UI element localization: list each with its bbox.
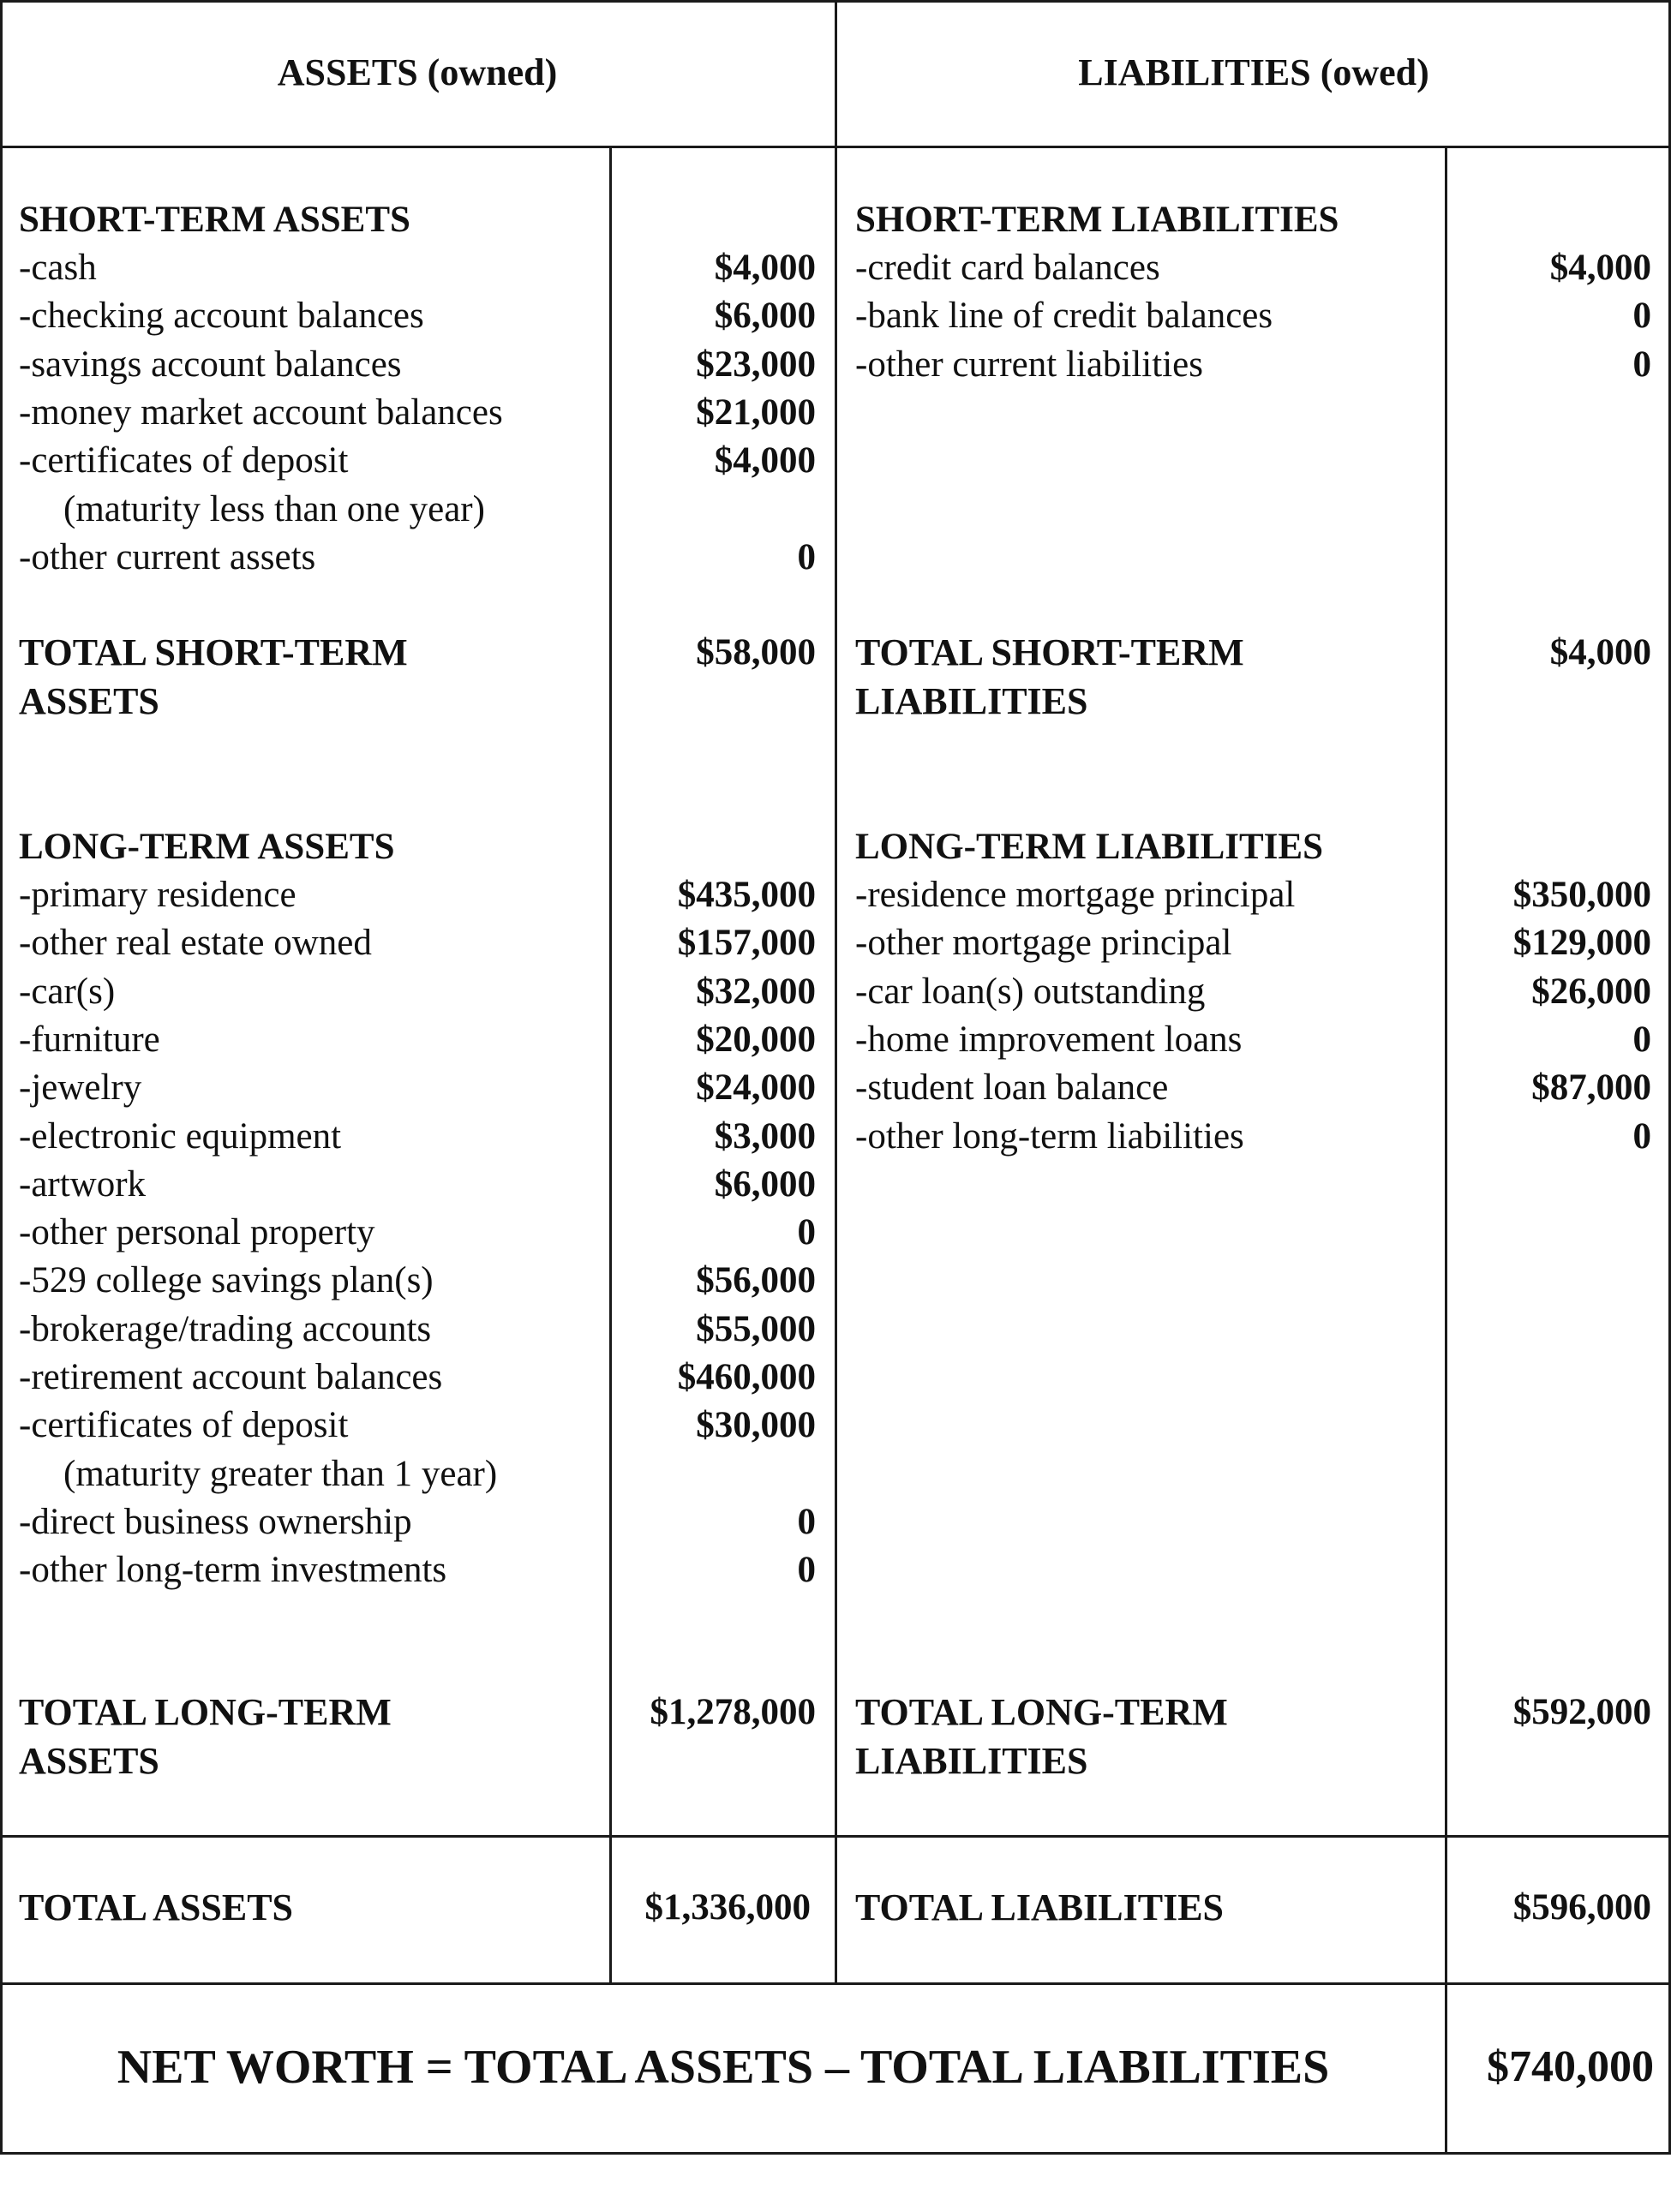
total-long-term-assets-value: $1,278,000 (650, 1692, 816, 1732)
long-term-liability-item-value: $350,000 (1512, 875, 1651, 915)
total-short-term-assets-value: $58,000 (696, 632, 816, 673)
short-term-asset-item-label: -cash (19, 248, 97, 288)
total-long-term-liabilities-label: TOTAL LONG-TERM LIABILITIES (855, 1691, 1228, 1782)
short-term-asset-item-value: $23,000 (696, 344, 816, 385)
long-term-asset-item-label: -other personal property (19, 1212, 375, 1253)
totals-divider (0, 1835, 1671, 1838)
assets-header: ASSETS (owned) (277, 51, 558, 93)
long-term-asset-item-value: 0 (797, 1212, 816, 1253)
short-term-liability-item-label: -credit card balances (855, 248, 1160, 288)
short-term-asset-item-label: -other current assets (19, 536, 316, 577)
total-short-term-assets-label: TOTAL SHORT-TERM ASSETS (19, 631, 408, 722)
net-worth-formula: NET WORTH = TOTAL ASSETS – TOTAL LIABILITIES (117, 2041, 1330, 2094)
long-term-asset-item-label: -529 college savings plan(s) (19, 1260, 434, 1301)
short-term-asset-item-label: -money market account balances (19, 392, 503, 433)
long-term-liability-item-label: -student loan balance (855, 1067, 1169, 1109)
long-term-liabilities-heading: LONG-TERM LIABILITIES (855, 827, 1324, 867)
long-term-asset-item-label: -brokerage/trading accounts (19, 1308, 432, 1349)
long-term-asset-item-value: 0 (797, 1550, 816, 1591)
long-term-liability-item-label: -residence mortgage principal (855, 875, 1296, 915)
short-term-liability-item-label: -bank line of credit balances (855, 296, 1273, 337)
short-term-asset-item-value: 0 (797, 536, 816, 577)
long-term-asset-item-label: -primary residence (19, 875, 296, 915)
center-divider (835, 0, 837, 1985)
long-term-asset-item-label: -other real estate owned (19, 923, 372, 964)
total-short-term-liabilities-value: $4,000 (1549, 632, 1651, 673)
short-term-asset-item-label: (maturity less than one year) (63, 488, 485, 529)
long-term-asset-item-label: -retirement account balances (19, 1357, 443, 1397)
total-long-term-assets-label: TOTAL LONG-TERM ASSETS (19, 1691, 392, 1782)
long-term-liability-item-value: 0 (1632, 1115, 1651, 1157)
long-term-asset-item-label: -electronic equipment (19, 1115, 342, 1157)
short-term-asset-item-label: -savings account balances (19, 344, 402, 385)
long-term-asset-item-value: 0 (797, 1501, 816, 1542)
long-term-asset-item-label: -furniture (19, 1019, 160, 1060)
short-term-asset-item-value: $4,000 (714, 248, 816, 288)
long-term-asset-item-label: -car(s) (19, 971, 116, 1012)
long-term-asset-item-value: $55,000 (696, 1308, 816, 1349)
total-short-term-liabilities-label: TOTAL SHORT-TERM LIABILITIES (855, 631, 1244, 722)
liabilities-header: LIABILITIES (owed) (1078, 51, 1429, 93)
long-term-asset-item-label: -artwork (19, 1163, 147, 1205)
short-term-asset-item-label: -checking account balances (19, 296, 424, 337)
long-term-liability-item-value: 0 (1632, 1019, 1651, 1060)
short-term-assets-heading: SHORT-TERM ASSETS (19, 200, 410, 240)
total-liabilities-label: TOTAL LIABILITIES (855, 1886, 1225, 1928)
short-term-liabilities-heading: SHORT-TERM LIABILITIES (855, 200, 1339, 240)
long-term-asset-item-value: $3,000 (714, 1115, 816, 1157)
total-assets-value: $1,336,000 (644, 1887, 811, 1928)
long-term-asset-item-label: (maturity greater than 1 year) (63, 1453, 498, 1494)
net-worth-value: $740,000 (1487, 2042, 1654, 2091)
long-term-asset-item-value: $435,000 (677, 875, 816, 915)
long-term-asset-item-value: $56,000 (696, 1260, 816, 1301)
long-term-asset-item-label: -jewelry (19, 1067, 142, 1109)
long-term-assets-heading: LONG-TERM ASSETS (19, 827, 395, 867)
long-term-liability-item-label: -home improvement loans (855, 1019, 1243, 1060)
long-term-asset-item-label: -certificates of deposit (19, 1405, 349, 1446)
short-term-liability-item-value: 0 (1632, 344, 1651, 385)
long-term-liability-item-value: $26,000 (1531, 971, 1651, 1012)
long-term-asset-item-label: -other long-term investments (19, 1550, 447, 1591)
short-term-liability-item-value: 0 (1632, 296, 1651, 337)
short-term-asset-item-value (612, 485, 816, 534)
short-term-asset-item-value: $21,000 (696, 392, 816, 433)
border-left (0, 0, 3, 2155)
long-term-asset-item-value: $32,000 (696, 971, 816, 1012)
long-term-liability-item-label: -other mortgage principal (855, 923, 1232, 964)
long-term-asset-item-value: $6,000 (714, 1163, 816, 1205)
short-term-liability-item-value: $4,000 (1549, 248, 1651, 288)
border-bottom (0, 2152, 1671, 2155)
long-term-asset-item-value: $30,000 (696, 1405, 816, 1446)
long-term-asset-item-value: $460,000 (677, 1357, 816, 1397)
long-term-asset-item-value: $157,000 (677, 923, 816, 964)
long-term-asset-item-label: -direct business ownership (19, 1501, 412, 1542)
long-term-liability-item-label: -car loan(s) outstanding (855, 971, 1206, 1012)
long-term-asset-item-value (612, 1450, 816, 1498)
long-term-liability-item-value: $129,000 (1512, 923, 1651, 964)
long-term-liability-item-value: $87,000 (1531, 1067, 1651, 1109)
short-term-liability-item-label: -other current liabilities (855, 344, 1203, 385)
short-term-asset-item-value: $6,000 (714, 296, 816, 337)
total-assets-label: TOTAL ASSETS (19, 1886, 294, 1928)
net-worth-divider (0, 1982, 1671, 1985)
short-term-asset-item-label: -certificates of deposit (19, 440, 349, 481)
short-term-asset-item-value: $4,000 (714, 440, 816, 481)
total-liabilities-value: $596,000 (1512, 1887, 1651, 1928)
long-term-asset-item-value: $24,000 (696, 1067, 816, 1109)
long-term-asset-item-value: $20,000 (696, 1019, 816, 1060)
long-term-liability-item-label: -other long-term liabilities (855, 1115, 1244, 1157)
total-long-term-liabilities-value: $592,000 (1512, 1692, 1651, 1732)
